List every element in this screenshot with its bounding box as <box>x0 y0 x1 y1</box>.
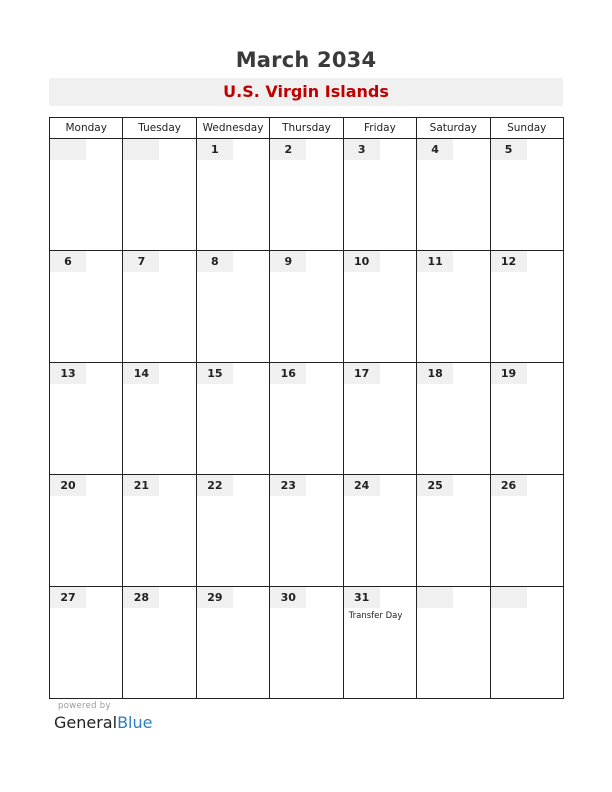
day-number: 22 <box>197 475 233 496</box>
day-cell[interactable] <box>50 363 123 475</box>
day-number: 28 <box>123 587 159 608</box>
day-number <box>50 139 86 160</box>
day-cell[interactable] <box>50 139 123 251</box>
day-cell[interactable] <box>50 251 123 363</box>
day-number: 27 <box>50 587 86 608</box>
day-number: 11 <box>417 251 453 272</box>
weekday-header: Friday <box>343 118 416 139</box>
day-number <box>417 587 453 608</box>
day-cell[interactable] <box>123 475 196 587</box>
weekday-header: Thursday <box>270 118 343 139</box>
day-cell[interactable] <box>343 139 416 251</box>
weekday-header: Saturday <box>417 118 490 139</box>
day-cell[interactable] <box>123 139 196 251</box>
day-number: 8 <box>197 251 233 272</box>
brand-logo[interactable] <box>54 713 152 732</box>
day-number: 23 <box>270 475 306 496</box>
day-number: 24 <box>344 475 380 496</box>
week-row <box>50 251 564 363</box>
day-number: 1 <box>197 139 233 160</box>
day-number: 6 <box>50 251 86 272</box>
day-cell[interactable] <box>196 139 269 251</box>
day-cell[interactable] <box>123 251 196 363</box>
day-number: 2 <box>270 139 306 160</box>
day-cell[interactable] <box>417 475 490 587</box>
day-number: 4 <box>417 139 453 160</box>
holiday-label: Transfer Day <box>348 611 403 621</box>
brand-blue-text: Blue <box>117 713 153 732</box>
day-cell[interactable] <box>343 363 416 475</box>
calendar-grid <box>49 117 564 699</box>
day-cell[interactable] <box>417 139 490 251</box>
day-number: 30 <box>270 587 306 608</box>
day-cell[interactable] <box>417 363 490 475</box>
region-banner <box>49 78 563 106</box>
day-cell[interactable] <box>196 475 269 587</box>
day-cell[interactable] <box>417 587 490 699</box>
day-number: 21 <box>123 475 159 496</box>
day-number: 5 <box>491 139 527 160</box>
day-cell[interactable] <box>270 475 343 587</box>
day-number: 26 <box>491 475 527 496</box>
brand-general-text: General <box>54 713 118 732</box>
day-number: 18 <box>417 363 453 384</box>
weekday-header: Monday <box>50 118 123 139</box>
day-cell[interactable] <box>270 251 343 363</box>
day-number: 7 <box>123 251 159 272</box>
day-number: 31 <box>344 587 380 608</box>
day-number: 15 <box>197 363 233 384</box>
powered-by-label: powered by <box>58 701 111 711</box>
day-cell[interactable] <box>343 587 416 699</box>
day-number: 13 <box>50 363 86 384</box>
day-cell[interactable] <box>123 363 196 475</box>
day-number: 25 <box>417 475 453 496</box>
day-cell[interactable] <box>490 475 563 587</box>
day-cell[interactable] <box>196 251 269 363</box>
week-row <box>50 587 564 699</box>
day-number: 19 <box>491 363 527 384</box>
day-cell[interactable] <box>490 587 563 699</box>
day-cell[interactable] <box>50 475 123 587</box>
day-cell[interactable] <box>490 363 563 475</box>
day-number: 14 <box>123 363 159 384</box>
day-cell[interactable] <box>270 587 343 699</box>
day-cell[interactable] <box>417 251 490 363</box>
day-cell[interactable] <box>270 139 343 251</box>
day-number <box>491 587 527 608</box>
day-number: 12 <box>491 251 527 272</box>
page-title: March 2034 <box>235 48 377 72</box>
day-number: 29 <box>197 587 233 608</box>
day-number: 10 <box>344 251 380 272</box>
day-number: 17 <box>344 363 380 384</box>
weekday-header: Tuesday <box>123 118 196 139</box>
day-cell[interactable] <box>196 587 269 699</box>
day-cell[interactable] <box>343 251 416 363</box>
week-row <box>50 475 564 587</box>
day-cell[interactable] <box>490 251 563 363</box>
day-cell[interactable] <box>123 587 196 699</box>
day-number: 16 <box>270 363 306 384</box>
day-number: 9 <box>270 251 306 272</box>
region-title: U.S. Virgin Islands <box>223 82 389 101</box>
week-row <box>50 139 564 251</box>
day-cell[interactable] <box>270 363 343 475</box>
day-cell[interactable] <box>50 587 123 699</box>
weekday-header: Sunday <box>490 118 563 139</box>
day-cell[interactable] <box>490 139 563 251</box>
day-cell[interactable] <box>343 475 416 587</box>
day-number <box>123 139 159 160</box>
weekday-header-row <box>50 118 564 139</box>
day-number: 3 <box>344 139 380 160</box>
weekday-header: Wednesday <box>196 118 269 139</box>
day-number: 20 <box>50 475 86 496</box>
week-row <box>50 363 564 475</box>
day-cell[interactable] <box>196 363 269 475</box>
